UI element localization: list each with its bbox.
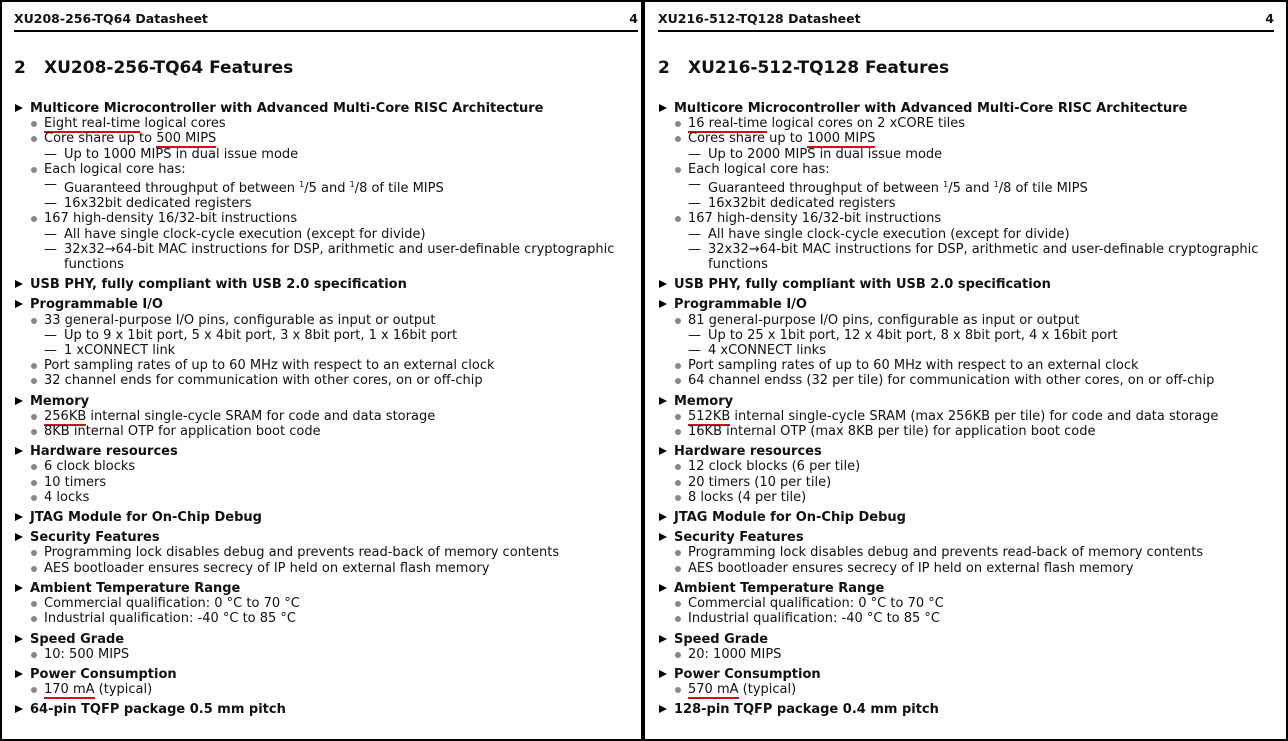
list-item xyxy=(14,545,640,560)
feature-section xyxy=(658,297,1276,388)
bullet-dot-icon xyxy=(31,464,37,470)
list-item xyxy=(14,611,640,626)
section-title-text: Programmable I/O xyxy=(30,297,163,313)
em-dash-marker: — xyxy=(688,241,701,257)
highlighted-value: Eight real-time xyxy=(44,116,141,132)
item-text: Programming lock disables debug and prevents read-back of memory contents xyxy=(688,545,1204,561)
highlighted-value: 512KB xyxy=(688,408,731,424)
feature-section-title xyxy=(658,277,1276,292)
item-text: Core share up to xyxy=(44,131,157,147)
sub-list-item xyxy=(658,227,1276,242)
bullet-dot-icon xyxy=(31,121,37,127)
feature-section xyxy=(14,530,640,576)
feature-section xyxy=(658,444,1276,505)
bullet-dot-icon xyxy=(31,616,37,622)
item-text: logical cores on 2 xCORE tiles xyxy=(767,116,966,132)
item-text: internal single-cycle SRAM for code and data storage xyxy=(86,408,436,424)
list-item xyxy=(14,647,640,662)
feature-section-title xyxy=(14,667,640,682)
section-title-text: Memory xyxy=(674,393,734,409)
feature-section-title xyxy=(658,101,1276,116)
list-item xyxy=(658,611,1276,626)
bullet-dot-icon xyxy=(31,429,37,435)
triangle-right-icon xyxy=(15,104,23,112)
item-text: 167 high-density 16/32-bit instructions xyxy=(44,211,298,227)
list-item xyxy=(14,490,640,505)
list-item xyxy=(14,459,640,474)
feature-section xyxy=(14,444,640,505)
item-text: /5 and xyxy=(948,181,994,197)
em-dash-marker: — xyxy=(44,196,57,212)
list-item xyxy=(658,561,1276,576)
item-text: Up to 2000 MIPS in dual issue mode xyxy=(708,146,943,162)
triangle-right-icon xyxy=(659,397,667,405)
sub-list-item xyxy=(14,177,640,196)
section-title-text: Ambient Temperature Range xyxy=(674,580,885,596)
bullet-dot-icon xyxy=(31,480,37,486)
list-item xyxy=(14,373,640,388)
item-text: 10 timers xyxy=(44,474,107,490)
feature-section-title xyxy=(658,297,1276,312)
list-item xyxy=(658,313,1276,328)
item-text: Programming lock disables debug and prevents read-back of memory contents xyxy=(44,545,560,561)
triangle-right-icon xyxy=(659,670,667,678)
feature-section-title xyxy=(14,394,640,409)
bullet-dot-icon xyxy=(31,652,37,658)
item-text: 6 clock blocks xyxy=(44,459,136,475)
section-title: XU216-512-TQ128 Features xyxy=(688,58,950,78)
section-title-text: USB PHY, fully compliant with USB 2.0 specification xyxy=(30,277,407,293)
sub-list-item xyxy=(14,343,640,358)
list-item xyxy=(14,131,640,146)
item-text: 20 timers (10 per tile) xyxy=(688,474,832,490)
list-item xyxy=(658,682,1276,697)
em-dash-marker: — xyxy=(688,343,701,359)
feature-section xyxy=(658,667,1276,697)
list-item xyxy=(658,211,1276,226)
feature-list xyxy=(14,101,640,723)
bullet-dot-icon xyxy=(31,687,37,693)
item-text: Each logical core has: xyxy=(44,161,186,177)
bullet-dot-icon xyxy=(675,601,681,607)
section-title-text: JTAG Module for On-Chip Debug xyxy=(30,510,262,526)
item-text: 32 channel ends for communication with other cores, on or off-chip xyxy=(44,373,483,389)
item-text: Each logical core has: xyxy=(688,161,830,177)
bullet-dot-icon xyxy=(675,616,681,622)
item-text: Port sampling rates of up to 60 MHz with respect to an external clock xyxy=(688,358,1139,374)
header-page-number: 4 xyxy=(629,11,638,26)
feature-section xyxy=(658,530,1276,576)
list-item xyxy=(658,409,1276,424)
list-item xyxy=(658,596,1276,611)
feature-section xyxy=(658,632,1276,662)
feature-section-title xyxy=(14,101,640,116)
triangle-right-icon xyxy=(659,705,667,713)
feature-section-title xyxy=(14,297,640,312)
item-text: Up to 1000 MIPS in dual issue mode xyxy=(64,146,299,162)
feature-section-title xyxy=(14,510,640,525)
triangle-right-icon xyxy=(15,533,23,541)
list-item xyxy=(658,131,1276,146)
highlighted-value: 570 mA xyxy=(688,682,739,698)
bullet-dot-icon xyxy=(31,495,37,501)
feature-section-title xyxy=(14,581,640,596)
page-header xyxy=(658,10,1274,32)
section-title-text: Multicore Microcontroller with Advanced Multi-Core RISC Architecture xyxy=(674,101,1188,116)
list-item xyxy=(14,561,640,576)
item-text: 8KB internal OTP for application boot code xyxy=(44,424,321,440)
bullet-dot-icon xyxy=(675,495,681,501)
item-text: Commercial qualification: 0 °C to 70 °C xyxy=(688,596,944,612)
list-item xyxy=(14,116,640,131)
bullet-dot-icon xyxy=(31,601,37,607)
em-dash-marker: — xyxy=(688,327,701,343)
section-title-text: Multicore Microcontroller with Advanced Multi-Core RISC Architecture xyxy=(30,101,544,116)
header-page-number: 4 xyxy=(1265,11,1274,26)
sub-list-item xyxy=(658,242,1276,272)
em-dash-marker: — xyxy=(44,146,57,162)
list-item xyxy=(658,116,1276,131)
section-title-text: Ambient Temperature Range xyxy=(30,580,241,596)
item-text: All have single clock-cycle execution (except for divide) xyxy=(708,226,1070,242)
frame-border-left xyxy=(0,0,2,741)
item-text: /8 of tile MIPS xyxy=(354,181,444,197)
item-text: 32x32→64-bit MAC instructions for DSP, arithmetic and user-definable cryptographic functions xyxy=(708,241,1259,273)
page-divider xyxy=(641,0,645,741)
item-text: AES bootloader ensures secrecy of IP held on external flash memory xyxy=(44,560,490,576)
item-text: 20: 1000 MIPS xyxy=(688,646,782,662)
feature-section-title xyxy=(658,667,1276,682)
item-text: AES bootloader ensures secrecy of IP held on external flash memory xyxy=(688,560,1134,576)
section-title-text: Security Features xyxy=(674,530,804,546)
page-header xyxy=(14,10,638,32)
bullet-dot-icon xyxy=(675,318,681,324)
section-title-text: Speed Grade xyxy=(30,631,125,647)
triangle-right-icon xyxy=(659,280,667,288)
feature-section xyxy=(658,277,1276,292)
em-dash-marker: — xyxy=(44,327,57,343)
bullet-dot-icon xyxy=(675,550,681,556)
feature-section-title xyxy=(658,394,1276,409)
sub-list-item xyxy=(14,147,640,162)
bullet-dot-icon xyxy=(31,136,37,142)
em-dash-marker: — xyxy=(688,146,701,162)
feature-section xyxy=(658,101,1276,272)
sub-list-item xyxy=(14,242,640,272)
header-title: XU216-512-TQ128 Datasheet xyxy=(658,11,861,26)
feature-section xyxy=(658,394,1276,440)
item-text: 16KB internal OTP (max 8KB per tile) for application boot code xyxy=(688,424,1096,440)
item-text: (typical) xyxy=(94,682,153,698)
list-item xyxy=(658,358,1276,373)
bullet-dot-icon xyxy=(31,363,37,369)
bullet-dot-icon xyxy=(675,378,681,384)
item-text: 4 locks xyxy=(44,489,90,505)
item-text: Port sampling rates of up to 60 MHz with respect to an external clock xyxy=(44,358,495,374)
datasheet-page-right xyxy=(656,2,1276,739)
triangle-right-icon xyxy=(15,513,23,521)
list-item xyxy=(14,475,640,490)
list-item xyxy=(14,409,640,424)
triangle-right-icon xyxy=(15,670,23,678)
section-title-text: Memory xyxy=(30,393,90,409)
bullet-dot-icon xyxy=(31,378,37,384)
feature-section-title xyxy=(14,277,640,292)
datasheet-page-left xyxy=(12,2,640,739)
list-item xyxy=(658,424,1276,439)
em-dash-marker: — xyxy=(44,177,57,193)
item-text: 8 locks (4 per tile) xyxy=(688,489,807,505)
item-text: (typical) xyxy=(738,682,797,698)
item-text: internal single-cycle SRAM (max 256KB per tile) for code and data storage xyxy=(730,408,1219,424)
feature-section xyxy=(14,394,640,440)
section-number: 2 xyxy=(14,58,26,78)
list-item xyxy=(658,490,1276,505)
item-text: /8 of tile MIPS xyxy=(998,181,1088,197)
sub-list-item xyxy=(658,343,1276,358)
sub-list-item xyxy=(658,177,1276,196)
item-text: 81 general-purpose I/O pins, configurable as input or output xyxy=(688,312,1080,328)
triangle-right-icon xyxy=(15,280,23,288)
section-title-text: 64-pin TQFP package 0.5 mm pitch xyxy=(30,702,286,718)
section-title-text: Hardware resources xyxy=(30,444,178,460)
em-dash-marker: — xyxy=(688,226,701,242)
item-text: 32x32→64-bit MAC instructions for DSP, arithmetic and user-definable cryptographic functions xyxy=(64,241,615,273)
feature-section xyxy=(658,581,1276,627)
feature-section-title xyxy=(658,702,1276,717)
item-text: /5 and xyxy=(304,181,350,197)
em-dash-marker: — xyxy=(44,226,57,242)
list-item xyxy=(14,313,640,328)
header-title: XU208-256-TQ64 Datasheet xyxy=(14,11,208,26)
item-text: Up to 9 x 1bit port, 5 x 4bit port, 3 x 8bit port, 1 x 16bit port xyxy=(64,327,458,343)
bullet-dot-icon xyxy=(675,167,681,173)
item-text: 33 general-purpose I/O pins, configurable as input or output xyxy=(44,312,436,328)
triangle-right-icon xyxy=(15,397,23,405)
triangle-right-icon xyxy=(15,447,23,455)
item-text: Industrial qualification: -40 °C to 85 °C xyxy=(688,611,941,627)
sub-list-item xyxy=(14,328,640,343)
bullet-dot-icon xyxy=(675,121,681,127)
item-text: 1 xyxy=(943,180,949,190)
item-text: 1 xyxy=(993,180,999,190)
item-text: Industrial qualification: -40 °C to 85 °C xyxy=(44,611,297,627)
item-text: 167 high-density 16/32-bit instructions xyxy=(688,211,942,227)
item-text: 16x32bit dedicated registers xyxy=(708,196,896,212)
highlighted-value: 500 MIPS xyxy=(156,131,217,147)
list-item xyxy=(14,162,640,177)
item-text: Commercial qualification: 0 °C to 70 °C xyxy=(44,596,300,612)
item-text: 64 channel endss (32 per tile) for communication with other cores, on or off-chip xyxy=(688,373,1215,389)
bullet-dot-icon xyxy=(31,550,37,556)
list-item xyxy=(14,596,640,611)
section-title-text: Hardware resources xyxy=(674,444,822,460)
triangle-right-icon xyxy=(659,533,667,541)
feature-section xyxy=(14,101,640,272)
em-dash-marker: — xyxy=(688,196,701,212)
bullet-dot-icon xyxy=(675,480,681,486)
section-title-text: Power Consumption xyxy=(30,666,177,682)
list-item xyxy=(658,459,1276,474)
feature-section xyxy=(14,277,640,292)
item-text: Guaranteed throughput of between xyxy=(708,181,944,197)
triangle-right-icon xyxy=(15,300,23,308)
item-text: Up to 25 x 1bit port, 12 x 4bit port, 8 x 8bit port, 4 x 16bit port xyxy=(708,327,1118,343)
item-text: Cores share up to xyxy=(688,131,807,147)
item-text: 16x32bit dedicated registers xyxy=(64,196,252,212)
section-heading xyxy=(14,57,293,79)
feature-section-title xyxy=(14,444,640,459)
triangle-right-icon xyxy=(659,635,667,643)
em-dash-marker: — xyxy=(44,343,57,359)
feature-section-title xyxy=(14,702,640,717)
section-title: XU208-256-TQ64 Features xyxy=(44,58,294,78)
sub-list-item xyxy=(658,328,1276,343)
list-item xyxy=(14,424,640,439)
triangle-right-icon xyxy=(659,447,667,455)
section-title-text: Programmable I/O xyxy=(674,297,807,313)
feature-section xyxy=(14,297,640,388)
bullet-dot-icon xyxy=(675,464,681,470)
feature-section-title xyxy=(658,581,1276,596)
feature-section xyxy=(14,581,640,627)
em-dash-marker: — xyxy=(44,241,57,257)
sub-list-item xyxy=(14,227,640,242)
highlighted-value: 16 real-time xyxy=(688,116,768,132)
bullet-dot-icon xyxy=(31,318,37,324)
list-item xyxy=(14,358,640,373)
feature-section xyxy=(14,667,640,697)
item-text: 1 xyxy=(299,180,305,190)
section-heading xyxy=(658,57,949,79)
feature-list xyxy=(658,101,1276,723)
item-text: 12 clock blocks (6 per tile) xyxy=(688,459,861,475)
bullet-dot-icon xyxy=(675,216,681,222)
sub-list-item xyxy=(658,147,1276,162)
triangle-right-icon xyxy=(15,635,23,643)
section-title-text: 128-pin TQFP package 0.4 mm pitch xyxy=(674,702,939,718)
triangle-right-icon xyxy=(659,584,667,592)
item-text: 1 xyxy=(349,180,355,190)
sub-list-item xyxy=(658,196,1276,211)
bullet-dot-icon xyxy=(675,687,681,693)
feature-section-title xyxy=(14,632,640,647)
triangle-right-icon xyxy=(659,104,667,112)
feature-section-title xyxy=(658,632,1276,647)
section-title-text: Power Consumption xyxy=(674,666,821,682)
section-title-text: Speed Grade xyxy=(674,631,769,647)
feature-section xyxy=(14,702,640,717)
bullet-dot-icon xyxy=(31,414,37,420)
bullet-dot-icon xyxy=(675,566,681,572)
triangle-right-icon xyxy=(659,300,667,308)
bullet-dot-icon xyxy=(31,167,37,173)
triangle-right-icon xyxy=(659,513,667,521)
feature-section xyxy=(14,632,640,662)
triangle-right-icon xyxy=(15,584,23,592)
highlighted-value: 170 mA xyxy=(44,682,95,698)
bullet-dot-icon xyxy=(675,429,681,435)
feature-section-title xyxy=(658,510,1276,525)
item-text: 1 xCONNECT link xyxy=(64,343,176,359)
feature-section xyxy=(658,510,1276,525)
item-text: 4 xCONNECT links xyxy=(708,343,826,359)
em-dash-marker: — xyxy=(688,177,701,193)
feature-section-title xyxy=(14,530,640,545)
list-item xyxy=(658,475,1276,490)
feature-section xyxy=(658,702,1276,717)
bullet-dot-icon xyxy=(675,136,681,142)
triangle-right-icon xyxy=(15,705,23,713)
section-title-text: USB PHY, fully compliant with USB 2.0 specification xyxy=(674,277,1051,293)
section-title-text: Security Features xyxy=(30,530,160,546)
feature-section xyxy=(14,510,640,525)
list-item xyxy=(658,647,1276,662)
bullet-dot-icon xyxy=(675,652,681,658)
bullet-dot-icon xyxy=(675,363,681,369)
bullet-dot-icon xyxy=(31,216,37,222)
highlighted-value: 1000 MIPS xyxy=(806,131,876,147)
item-text: Guaranteed throughput of between xyxy=(64,181,300,197)
list-item xyxy=(14,682,640,697)
highlighted-value: 256KB xyxy=(44,408,87,424)
item-text: logical cores xyxy=(140,116,226,132)
item-text: 10: 500 MIPS xyxy=(44,646,130,662)
list-item xyxy=(658,373,1276,388)
sub-list-item xyxy=(14,196,640,211)
item-text: All have single clock-cycle execution (except for divide) xyxy=(64,226,426,242)
list-item xyxy=(658,545,1276,560)
section-title-text: JTAG Module for On-Chip Debug xyxy=(674,510,906,526)
bullet-dot-icon xyxy=(675,414,681,420)
bullet-dot-icon xyxy=(31,566,37,572)
feature-section-title xyxy=(658,530,1276,545)
section-number: 2 xyxy=(658,58,670,78)
feature-section-title xyxy=(658,444,1276,459)
list-item xyxy=(658,162,1276,177)
list-item xyxy=(14,211,640,226)
